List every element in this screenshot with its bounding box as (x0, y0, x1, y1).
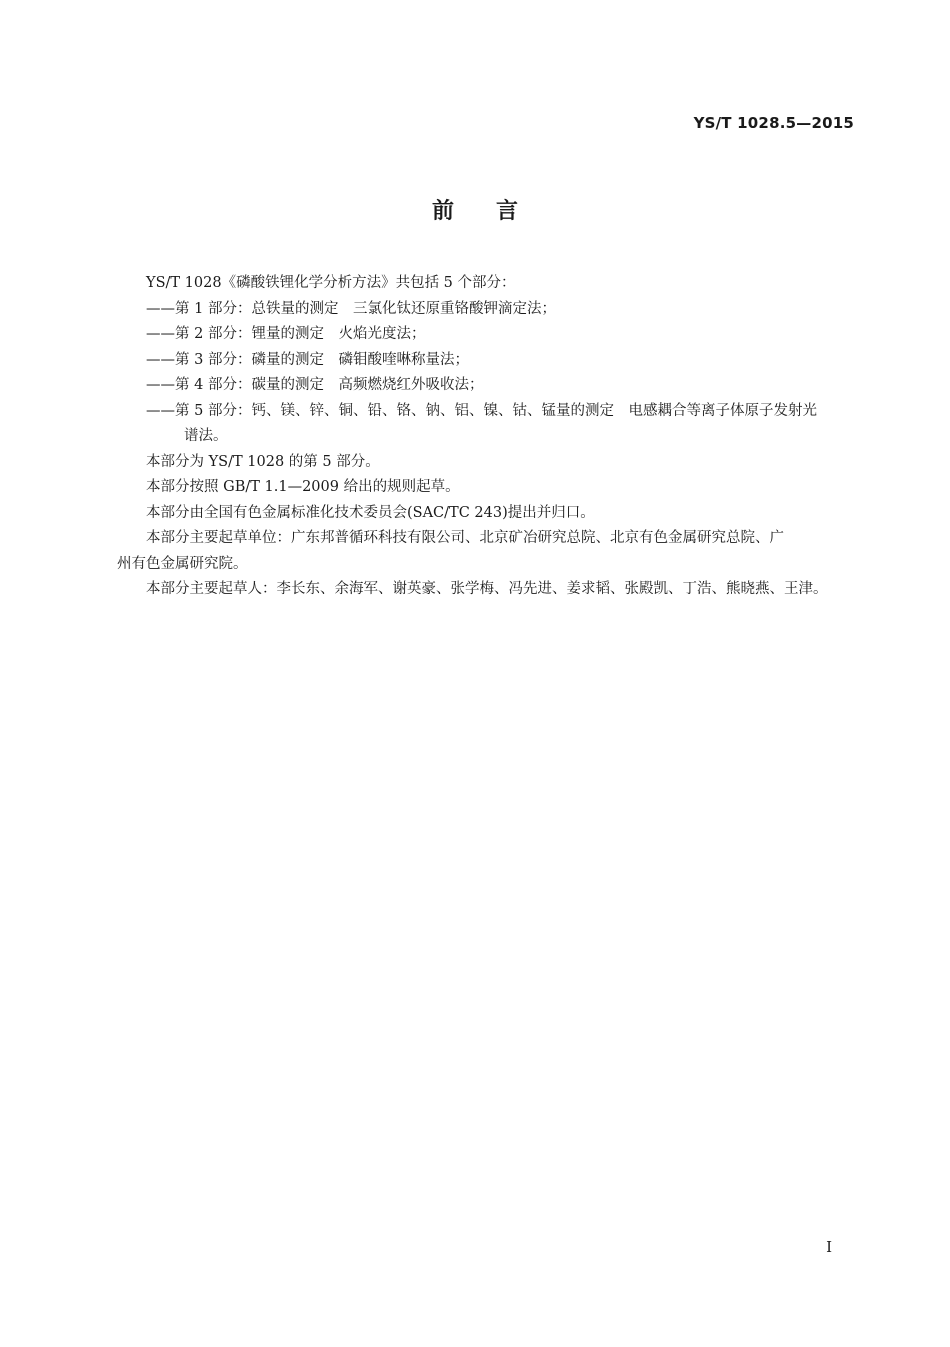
drafting-rules-paragraph: 本部分按照 GB/T 1.1—2009 给出的规则起草。 (146, 479, 460, 495)
proposed-by-paragraph: 本部分由全国有色金属标准化技术委员会(SAC/TC 243)提出并归口。 (146, 504, 595, 521)
foreword-body (117, 271, 857, 603)
page-title: 前言 (431, 199, 560, 224)
standard-code: YS/T 1028.5—2015 (693, 114, 854, 132)
drafters-paragraph: 本部分主要起草人：李长东、余海军、谢英豪、张学梅、冯先进、姜求韬、张殿凯、丁浩、熊晓燕、王津。 (146, 581, 828, 597)
page-number: I (826, 1238, 832, 1256)
list-item-part-5: ——第 5 部分：钙、镁、锌、铜、铅、铬、钠、铝、镍、钴、锰量的测定 电感耦合等离子体原子发射光 (146, 402, 817, 419)
drafting-units-paragraph: 本部分主要起草单位：广东邦普循环科技有限公司、北京矿冶研究总院、北京有色金属研究总院、广 (146, 530, 784, 546)
list-item-part-5-continued: 谱法。 (184, 428, 228, 444)
drafting-units-continued: 州有色金属研究院。 (117, 555, 248, 572)
this-part-paragraph: 本部分为 YS/T 1028 的第 5 部分。 (146, 453, 380, 470)
intro-paragraph: YS/T 1028《磷酸铁锂化学分析方法》共包括 5 个部分： (146, 275, 516, 291)
list-item-part-2: ——第 2 部分：锂量的测定 火焰光度法； (146, 326, 426, 342)
list-item-part-4: ——第 4 部分：碳量的测定 高频燃烧红外吸收法； (146, 377, 484, 393)
list-item-part-1: ——第 1 部分：总铁量的测定 三氯化钛还原重铬酸钾滴定法； (146, 300, 556, 317)
list-item-part-3: ——第 3 部分：磷量的测定 磷钼酸喹啉称量法； (146, 351, 469, 368)
